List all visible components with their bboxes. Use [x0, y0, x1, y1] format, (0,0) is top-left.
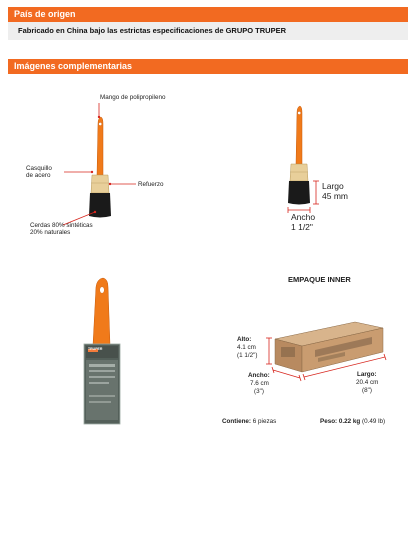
box-weight	[320, 418, 385, 425]
reinforcement-label: Refuerzo	[138, 181, 164, 188]
width-value: 1 1/2"	[291, 222, 313, 232]
box-length-label: Largo:	[357, 371, 377, 378]
box-length-in: (8")	[362, 387, 372, 394]
box-weight-label: Peso:	[320, 418, 338, 425]
box-height-in: (1 1/2")	[237, 352, 258, 359]
ferrule-label-line1: Casquillo	[26, 165, 52, 172]
origin-section-title: País de origen	[14, 9, 76, 19]
bristles-label-line2: 20% naturales	[30, 229, 71, 236]
origin-text: Fabricado en China bajo las estrictas especificaciones de GRUPO TRUPER	[18, 26, 287, 35]
box-contents-value: 6 piezas	[252, 418, 277, 425]
box-length-cm: 20.4 cm	[356, 379, 379, 386]
box-width-in: (3")	[254, 388, 264, 395]
box-weight-kg: 0.22 kg	[338, 418, 361, 425]
box-height-label: Alto:	[237, 336, 252, 343]
length-label: Largo	[322, 181, 344, 191]
ferrule-label-line2: de acero	[26, 172, 51, 179]
box-contents-label: Contiene:	[222, 418, 252, 425]
box-contents	[222, 418, 276, 425]
packaging-title: EMPAQUE INNER	[288, 275, 351, 284]
length-value: 45 mm	[322, 191, 348, 201]
handle-label: Mango de polipropileno	[100, 94, 166, 101]
box-width-cm: 7.6 cm	[250, 380, 269, 387]
images-section-title: Imágenes complementarias	[14, 61, 133, 71]
package-brand-text: TRUPER	[88, 347, 103, 351]
width-label: Ancho	[291, 212, 316, 222]
bristles-label-line1: Cerdas 80% sintéticas	[30, 222, 93, 229]
box-height-cm: 4.1 cm	[237, 344, 256, 351]
box-weight-lb: (0.49 lb)	[362, 418, 386, 425]
box-width-label: Ancho:	[248, 372, 270, 379]
